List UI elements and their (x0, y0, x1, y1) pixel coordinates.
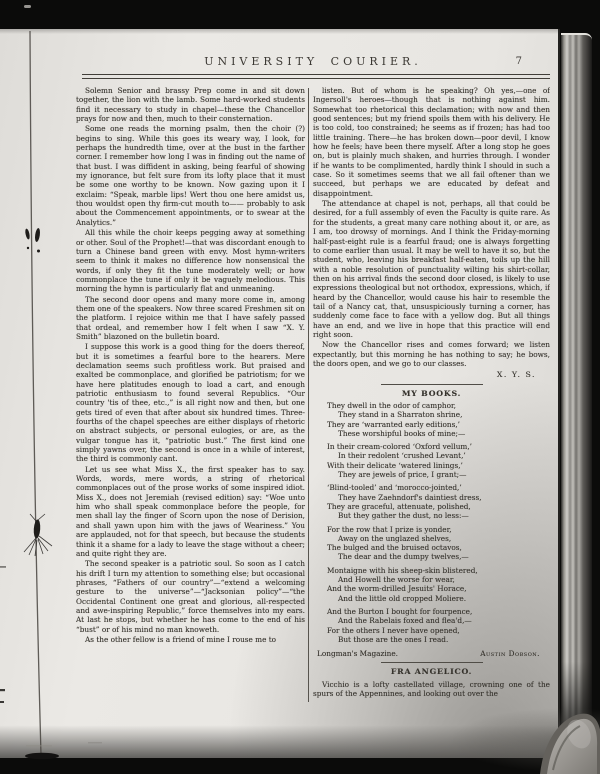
poem-stanza (327, 401, 550, 438)
poem-source: Longman's Magazine. (317, 649, 399, 659)
poem-line: They are jewels of price, I grant;— (338, 470, 467, 480)
page-content (76, 55, 550, 714)
column-divider (308, 88, 309, 702)
poem-line: And the Rabelais foxed and flea'd,— (338, 616, 472, 626)
poem-line: They stand in a Sharraton shrine, (338, 410, 463, 420)
paragraph: Solemn Senior and brassy Prep come in and sit down together, the lion with the lamb. Some hard-worked students find it necessary to study in chapel—these the Chancellor prays for now and then, much to their consternation. (76, 86, 305, 124)
paragraph: The second door opens and many more come in, among them one of the speakers. Now three scared Freshmen sit on the platform. I rejoice within me that I have safely passed that ordeal, and remember how I felt when I saw “X. Y. Smith” blazoned on the bulletin board. (76, 294, 305, 341)
poem-stanza (327, 607, 550, 644)
poem-attribution (313, 648, 550, 658)
poem-line: But they gather the dust, no less:— (338, 511, 469, 521)
poem-line: They are graceful, attenuate, polished, (327, 501, 471, 511)
page-number: 7 (515, 56, 522, 67)
poem-line: Montaigne with his sheep-skin blistered, (327, 565, 478, 575)
paragraph: listen. But of whom is he speaking? Oh yes,—one of Ingersoll's heroes—though that is nothing against him. Somewhat too rhetorical this declamation; with now and then good sentences; but my friend spoils them with his delivery. He is too cold, too constrained; he seems as if frozen; has had too little training. There—he has broken down—poor devil, I know how he feels; have been there myself. After a long stop he goes on, but is plainly much shaken, and hurries through. I wonder if he wants to be complimented, hardly think I should in such a case. So it sometimes seems that we all fail oftener than we succeed, but perhaps we are educated by defeat and disappointment. (313, 86, 550, 198)
poem-line: They dwell in the odor of camphor, (327, 401, 456, 410)
right-column (313, 86, 550, 714)
poem-stanza (327, 525, 550, 562)
article-fra-angelico (313, 667, 550, 698)
header-rule (82, 74, 550, 79)
paragraph: I suppose this work is a good thing for the doers thereof, but it is sometimes a fearful bore to the hearers. Mere declamation seems such profitless work. But praised and exalted be commonplace, and glorified be patriotism; for we have here platitudes enough to load a cart, and enough patriotic enthusiasm to found several Republics. “Our country 'tis of thee, etc.,” is all right now and then, but one gets tired of even that after about six hundred times. Three-fourths of the chapel speeches are either displays of rhetoric on abstract subjects, or personal eulogies, or are, as the vulgar tongue has it, “patriotic bust.” The first kind one simply yawns over, the second is once in a while of interest, the third is commonly cant. (76, 342, 305, 464)
poem-line: ‘Blind-tooled’ and ‘morocco-jointed,’ (327, 483, 462, 493)
poem-line: In their cream-colored ‘Oxford vellum,’ (327, 442, 472, 452)
poem-line: For the row that I prize is yonder, (327, 524, 452, 534)
poem-line: With their delicate ‘watered linings,’ (327, 460, 463, 470)
section-divider (381, 384, 483, 385)
text-columns (76, 86, 550, 714)
section-divider (381, 662, 483, 663)
paragraph: Now the Chancellor rises and comes forward; we listen expectantly, but this morning he has nothing to say; he bows, the doors open, and we go to our classes. (313, 340, 550, 368)
poem-author: Austin Dobson. (480, 649, 540, 659)
poem-line: They are ‘warranted early editions,’ (327, 419, 460, 429)
poem-stanza (327, 442, 550, 479)
paragraph: The second speaker is a patriotic soul. So soon as I catch his drift I turn my attention to something else; but occasional phrases, “Fathers of our country”—“extend a welcoming gesture to the universe”—“Jacksonian policy”—“the Occidental Continent one great and glorious, all-respected and awe-inspiring Republic,” force themselves into my ears. At last he stops, but whether he has come to the end of his “bust” or of his mind no man knoweth. (76, 559, 305, 634)
paragraph: Some one reads the morning psalm, then the choir (?) begins to sing. While this goes its weary way, I look, for perhaps the hundredth time, over at the bust in the farther corner. I remember how long I was in finding out the name of that bust. I was diffident in asking, being fearful of showing my ignorance, but felt sure from its lofty place that it must be some one worthy to be known. Now gazing upon it I exclaim: “Speak, marble lips! Wert thou one here amidst us, thou wouldst open thy firm-cut mouth to—— probably to ask about the Commencement appointments, or to swear at the Analytics.” (76, 124, 305, 227)
poem-line: And the worm-drilled Jesuits' Horace, (327, 584, 467, 594)
page-header (76, 55, 550, 72)
poem-line: In their redolent ‘crushed Levant,’ (338, 451, 466, 461)
poem-line: And Howell the worse for wear, (338, 575, 455, 585)
poem-line: Away on the unglazed shelves, (338, 533, 452, 543)
paragraph: As the other fellow is a friend of mine I rouse me to (85, 634, 277, 644)
author-signature: X. Y. S. (496, 370, 536, 380)
journal-title: UNIVERSITY COURIER. (204, 55, 422, 68)
paragraph: All this while the choir keeps pegging away at something or other. Soul of the Prophet!—that was discordant enough to turn a Chinese band green with envy. Most hymn-writers seem to think it makes no difference how nonsensical the words, if only they fit the tune moderately well; or how commonplace the tune if only it be vaguely melodious. This morning the hymn is particularly flat and unmeaning. (76, 228, 305, 294)
scan-speck (24, 5, 31, 8)
poem-stanza (327, 483, 550, 520)
paragraph: The attendance at chapel is not, perhaps, all that could be desired, for a full assembly of even the Faculty is quite rare. As for the students, a great many care nothing about it, or are, as I am, too drowsy of mornings. And I think the Friday-morning half-past-eight rule is a fearful fraud; one is always forgetting to come earlier than usual. It may be well to have it so, but the student, who, leaving his breakfast half-eaten, toils up the hill with a noble resolution of punctuality wilting his shirt-collar, then on his arrival finds the second door closed, is likely to use expressions theological but not orthodox, expressions, which, if heard by the Chancellor, would cause his hair to resemble the tail of a Nancy cat, that, unsuspiciously turning a corner, has suddenly come face to face with a yellow dog. But all things have an end, and we live in hope that this practice will end right soon. (313, 199, 550, 339)
poem-line: The bulged and the bruised octavos, (327, 543, 462, 553)
poem-my-books (313, 389, 550, 659)
poem-title: MY BOOKS. (401, 388, 462, 398)
poem-line: The dear and the dumpy twelves,— (338, 552, 469, 562)
book-fore-edge (561, 33, 592, 747)
poem-line: And the little old cropped Moliere. (338, 593, 467, 603)
left-column (76, 86, 305, 714)
article-title: FRA ANGELICO. (390, 667, 473, 677)
book-page (0, 29, 560, 758)
poem-line: They have Zaehndorf's daintiest dress, (338, 492, 482, 502)
poem-line: These worshipful books of mine;— (338, 428, 466, 438)
poem-line: And the Burton I bought for fourpence, (327, 606, 473, 616)
poem-stanza (327, 566, 550, 603)
paragraph: Let us see what Miss X., the first speaker has to say. Words, words, mere words, a string of rhetorical commonplaces out of the prose works of some inspired idiot. Miss X., does not Jeremiah (revised edition) say: “Woe unto him who shall speak commonplace before the people, for men shall lay the finger of Scorn upon the nose of Derision, and shall yawn upon him with the jaws of Weariness.” You are applauded, not for that speech, but because the students think it a shame for a lady to leave the stage without a cheer; and quite right they are. (76, 464, 305, 558)
poem-line: For the others I never have opened, (327, 625, 460, 635)
article-text: Vicchio is a lofty castellated village, crowning one of the spurs of the Appennines, and looking out over the (313, 679, 550, 699)
poem-line: But those are the ones I read. (338, 634, 449, 644)
